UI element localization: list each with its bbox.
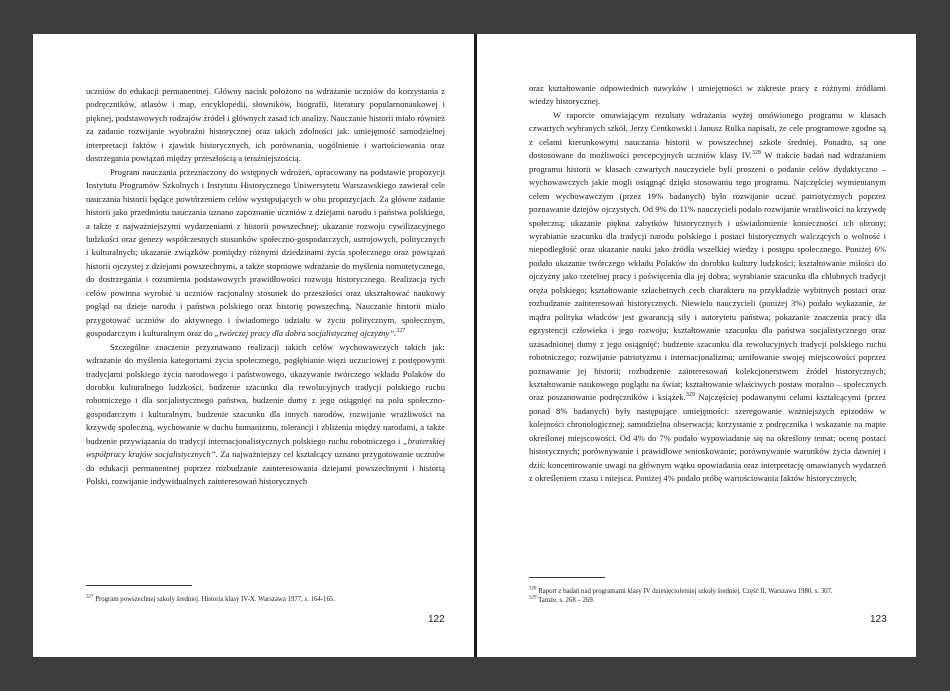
right-body-text [529, 82, 886, 486]
right-footnotes [529, 588, 889, 605]
body-paragraph [86, 341, 445, 489]
footnote-text: Program powszechnej szkoły średniej. Historia klasy IV-X. Warszawa 1977, s. 164-165. [93, 596, 335, 603]
footnote-number: 328 [529, 586, 537, 592]
text-run: Najczęściej podawanymi celami kształcącymi (przez ponad 8% badanych) były następujące umiejętności: szeregowanie ważniejszych epizodów w kolejności chronologicznej; samodzielna obserwacja; korzystanie z podręcznika i wskazanie na mapie określonej miejscowości. Od 4% do 7% podało wypowiadanie się na określony temat; ocenę postaci historycznych; porównywanie i prawidłowe wnioskowanie; porównywanie warunków życia dawniej i dziś; koncentrowanie uwagi na głównym wątku opowiadania oraz interpretację omawianych wydarzeń z określeniem czasu i miejsca. Poniżej 4% podało próbę wartościowania faktów historycznych; [529, 392, 886, 484]
body-paragraph [86, 85, 445, 166]
italic-quote: „braterskiej współpracy krajów socjalistycznych” [86, 435, 445, 460]
text-run: . Za najważniejszy cel kształcący uznano przygotowanie uczniów do edukacji permanentnej poprzez rozbudzanie zainteresowania dziejami powszechnymi i historią Polski, rozwijanie indywidualnych zainteresowań historycznych [86, 449, 445, 487]
footnote-reference: 327 [396, 328, 406, 335]
footnote-separator [86, 585, 192, 586]
text-run: uczniów do edukacji permanentnej. Główny nacisk położono na wdrażanie uczniów do korzystania z podręczników, atlasów i map, encyklopedii, słowników, biografii, literatury popularnonaukowej i pięknej, podstawowych rodzajów źródeł i głównych zasad ich analizy. Nauczanie historii miało również za zadanie rozwijanie wyobraźni historycznej oraz takich zdolności jak: umiejętność samodzielnej interpretacji faktów i zjawisk historycznych, ich porównania, uogólnienie i wartościowania oraz dostrzegania powiązań między przeszłością a teraźniejszością. [86, 86, 445, 164]
footnote [86, 596, 446, 605]
body-paragraph [86, 166, 445, 341]
footnote [529, 588, 889, 597]
left-body-text [86, 85, 445, 489]
footnote-number: 327 [86, 594, 94, 600]
footnote-text: Raport z badań nad programami klasy IV dziesięcioletniej szkoły średniej. Część II, Warszawa 1980, s. 307. [536, 588, 833, 595]
left-footnotes [86, 596, 446, 605]
footnote-number: 329 [529, 595, 537, 601]
footnote-reference: 328 [751, 150, 761, 157]
footnote [529, 597, 889, 606]
text-run: oraz kształtowanie odpowiednich nawyków i umiejętności w zakresie pracy z różnymi źródłami wiedzy historycznej. [529, 83, 886, 107]
text-run: W trakcie badań nad wdrażaniem programu historii w klasach czwartych nauczyciele byli proszeni o podanie celów dydaktyczno – wychowawczych jakie mogli osiągnąć dzięki stosowaniu tego programu. Najczęściej wymienianym celem wychowawczym (przez 19% badanych) było rozwijanie uczuć patriotycznych poprzez poznawanie dziejów ojczystych. Od 9% do 11% nauczycieli podało rozwijanie wrażliwości na krzywdę społeczną; ukazanie piękna zabytków historycznych i uświadomienie konieczności ich obrony; wyrabianie szacunku dla tradycji narodu polskiego i postaci historycznych walczących o wolność i niepodległość oraz ukazanie nauki jako źródła wszelkiej wiedzy i postępu społecznego. Poniżej 6% podało ukazanie twórczego wkładu Polaków do dorobku kultury ludzkości; kształtowanie miłości do ojczyzny jako rzetelnej pracy i poświęcenia dla jej dobra; wyrabianie szacunku dla chlubnych tradycji oręża polskiego; kształtowanie szlachetnych cech charakteru na przykładzie wybitnych postaci oraz rozbudzanie zainteresowań historycznych. Niewielu nauczycieli (poniżej 3%) podało wykazanie, że mądra polityka władców jest gwarancją siły i autorytetu państwa; pokazanie znaczenia pracy dla egzystencji człowieka i jego rozwoju; kształtowanie szacunku dla państwa socjalistycznego oraz uzasadnionej dumy z jego osiągnięć; budzenie szacunku dla rewolucyjnych tradycji polskiego ruchu robotniczego; rozwijanie patriotyzmu i internacjonalizmu; umiłowanie swojej miejscowości poprzez poznawanie jej historii; rozbudzenie zainteresowań kolekcjonerstwem źródeł historycznych; kształtowanie naukowego poglądu na świat; kształtowanie właściwych postaw moralno – społecznych oraz poszanowanie podręczników i książek. [529, 150, 886, 403]
italic-quote: „twórczej pracy dla dobra socjalistycznej ojczyzny”. [214, 328, 397, 339]
left-page [33, 34, 474, 657]
body-paragraph [529, 109, 886, 486]
text-run: Szczególne znaczenie przyznawano realizacji takich celów wychowawczych takich jak: wdrażanie do myślenia kategoriami życia społecznego, pogłębianie więzi uczuciowej z postępowymi tradycjami polskiego życia narodowego i państwowego, ukazywanie twórczego wkładu Polaków do dorobku kulturalnego ludzkości, budzenie szacunku dla rewolucyjnych tradycji polskiego ruchu robotniczego i dla socjalistycznego państwa, budzenie dumy z jego osiągnięć na polu społeczno-gospodarczym i kulturalnym, budzenie szacunku dla innych narodów, rozwijanie wrażliwości na krzywdę społeczną, wychowanie w duchu humanizmu, tolerancji i zbliżenia między narodami, a także budzenie przywiązania do tradycji internacjonalistycznych polskiego ruchu robotniczego i [86, 341, 445, 446]
right-page [477, 34, 916, 657]
page-number: 122 [428, 614, 445, 625]
text-run: W raporcie omawiającym rezultaty wdrażania wyżej omówionego programu w klasach czwartych wybranych szkół, Jerzy Centkowski i Janusz Rulka napisali, że cele programowe zgodne są z celami kierunkowymi nauczania historii w powszechnej szkole średniej. Ponadto, są one dostosowane do możliwości percepcyjnych uczniów klasy IV. [529, 109, 886, 161]
text-run: Program nauczania przeznaczony do wstępnych wdrożeń, opracowany na podstawie propozycji Instytutu Programów Szkolnych i Instytutu Historycznego Uniwersytetu Warszawskiego zawierał cele nauczania historii będące powtórzeniem celów występujących w obu propozycjach. Za główne zadanie historii jako przedmiotu nauczania uznano zapoznanie uczniów z dziejami narodu i państwa polskiego, a także z najważniejszymi wydarzeniami z historii powszechnej; ukazanie rozwoju cywilizacyjnego ludzkości oraz genezy współczesnych stosunków społeczno-gospodarczych, ustrojowych, politycznych i kulturalnych; ukazanie związków pomiędzy różnymi dziedzinami życia społecznego oraz powiązań historii ojczystej z dziejami powszechnymi, a także stopniowe wdrażanie do myślenia nomotetycznego, do dostrzegania i rozumienia podstawowych prawidłowości rozwoju historycznego. Realizacja tych celów powinna wyrobić u uczniów racjonalny stosunek do przeszłości oraz ukształtować naukowy pogląd na dzieje narodu i państwa polskiego oraz historię powszechną. Nauczanie historii miało przygotować uczniów do aktywnego i świadomego udziału w życiu politycznym, społecznym, gospodarczym i kulturalnym oraz do [86, 166, 445, 339]
body-paragraph [529, 82, 886, 109]
footnote-text: Tamże, s. 268 – 269. [536, 596, 595, 604]
page-number: 123 [870, 614, 887, 625]
footnote-reference: 329 [685, 392, 695, 399]
footnote-separator [529, 577, 605, 578]
